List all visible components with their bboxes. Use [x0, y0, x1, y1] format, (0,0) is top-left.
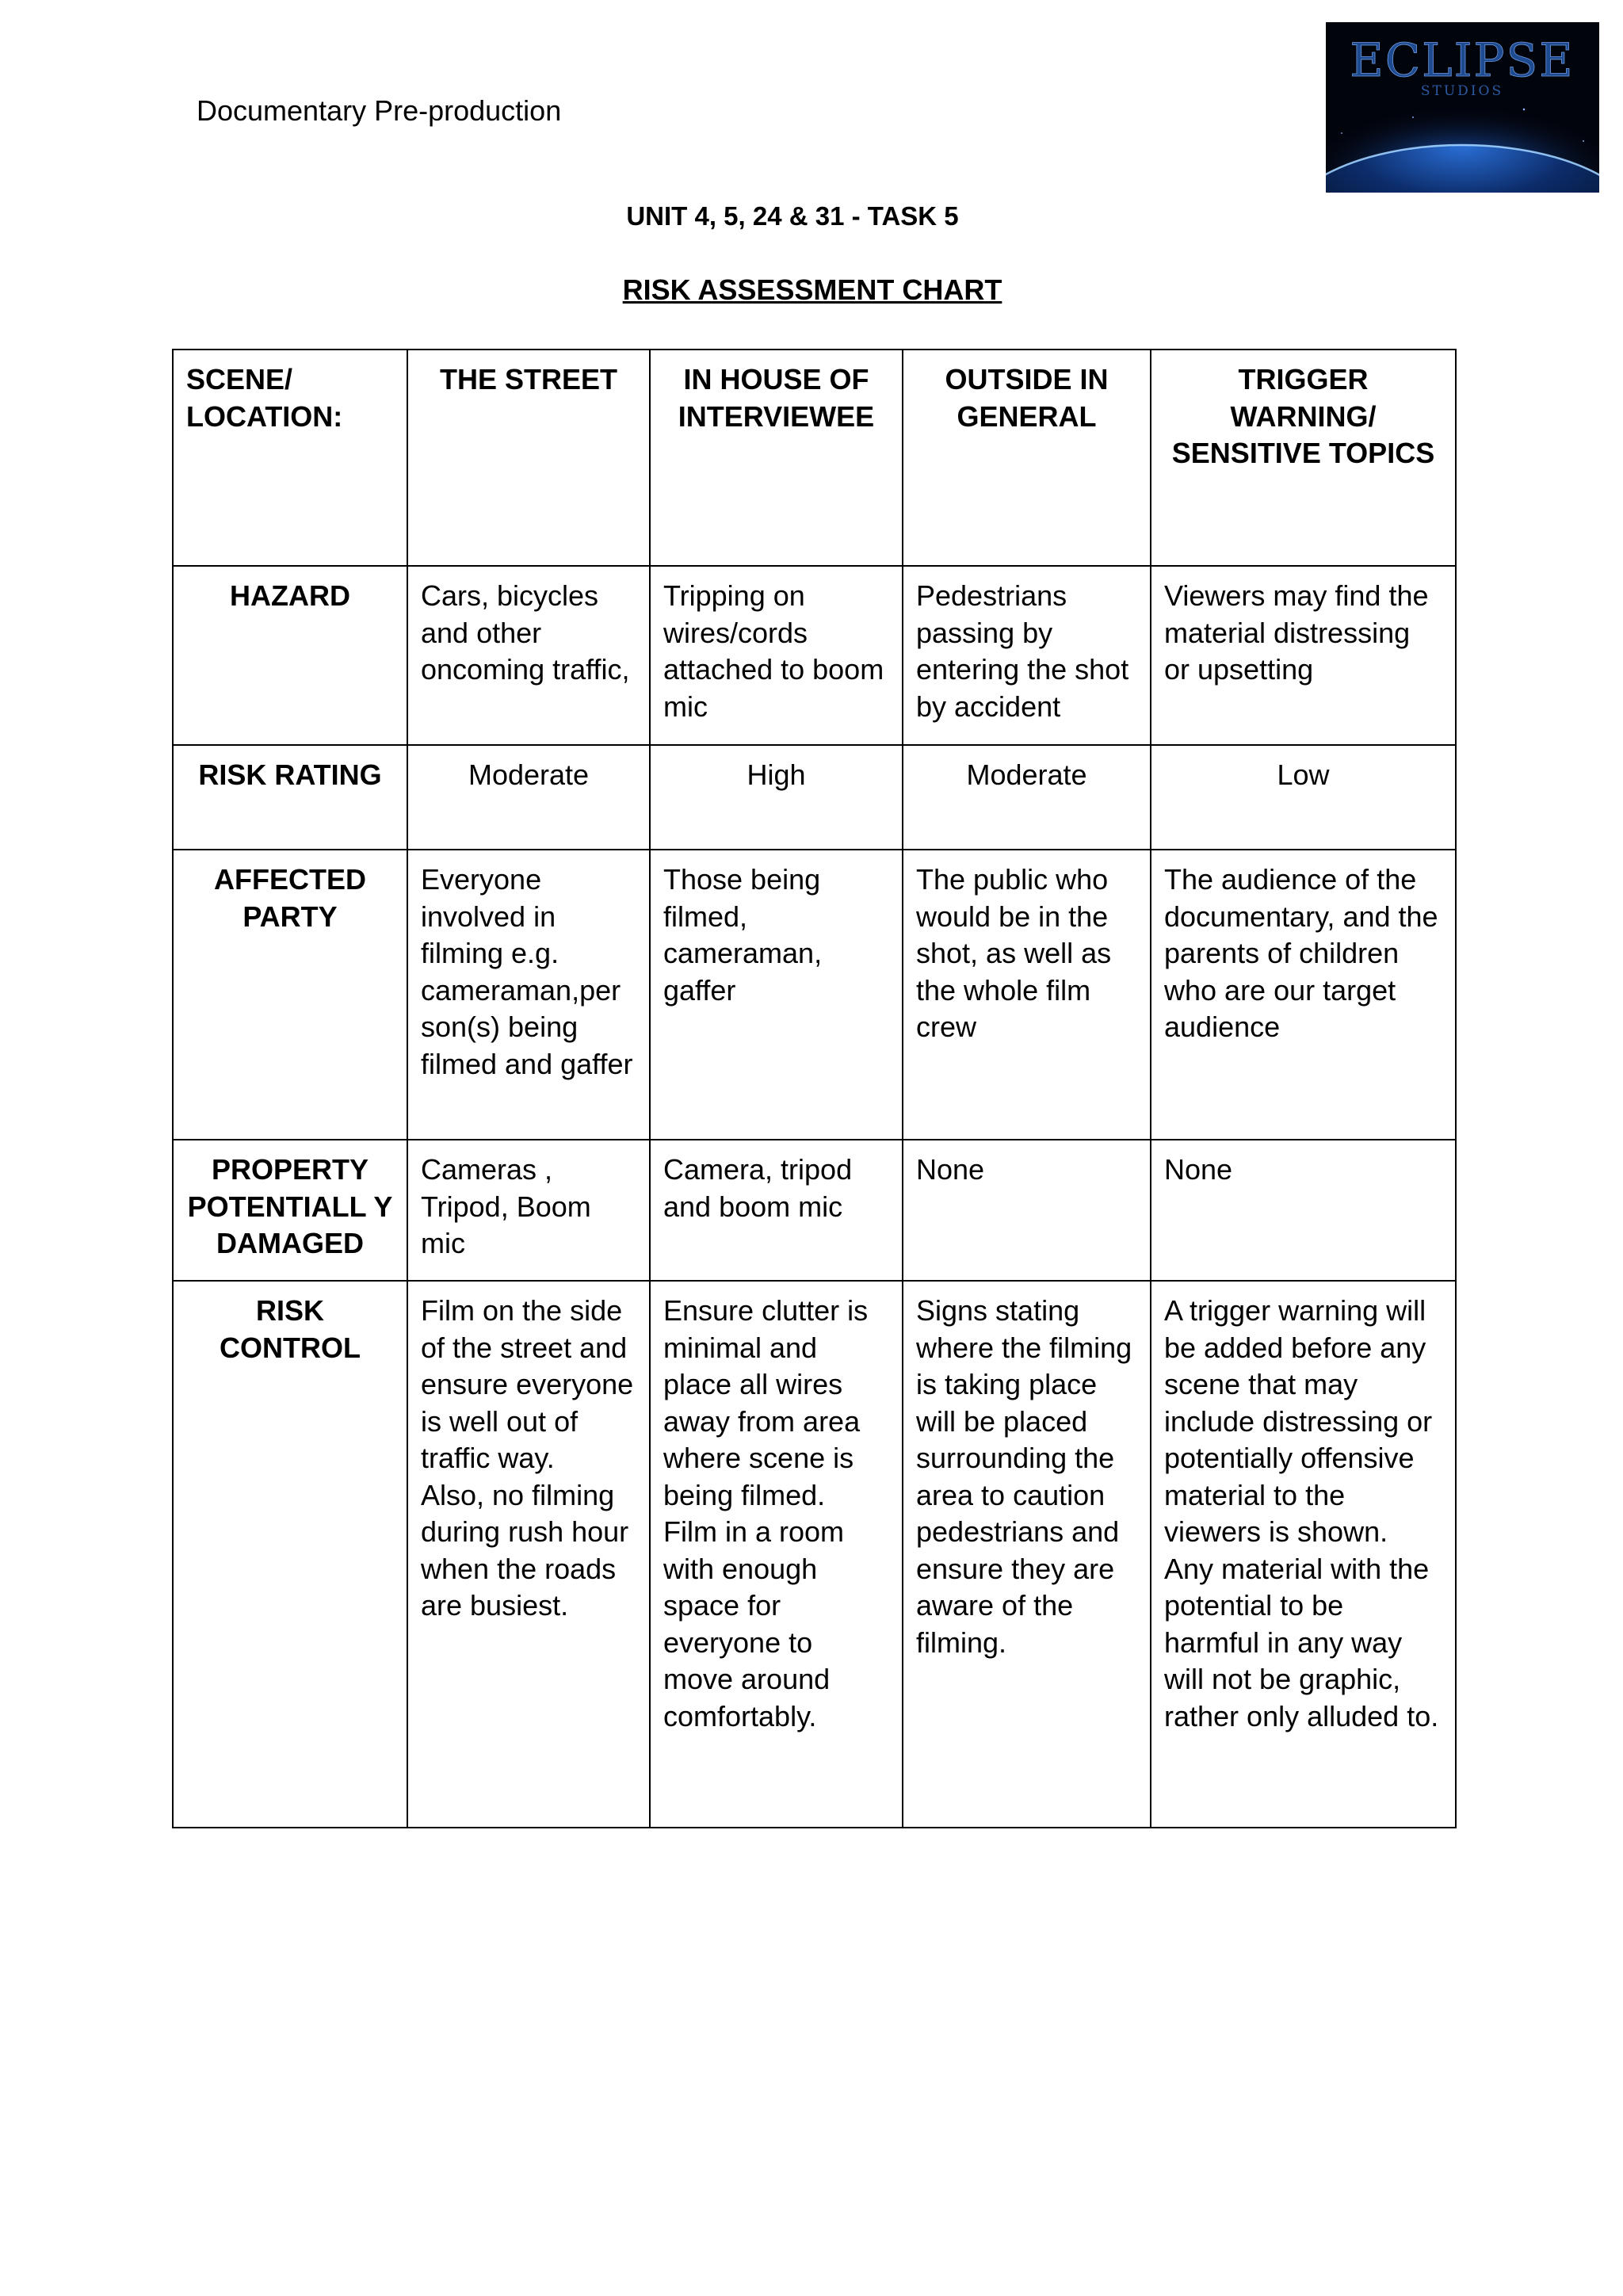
table-cell: The public who would be in the shot, as well as the whole film crew	[903, 850, 1151, 1140]
table-row-affected-party	[173, 850, 1456, 1140]
table-cell: Those being filmed, cameraman, gaffer	[650, 850, 903, 1140]
table-row-risk-control	[173, 1281, 1456, 1828]
row-label-property-potentially-damaged: PROPERTY POTENTIALL Y DAMAGED	[173, 1140, 407, 1281]
table-cell: Cars, bicycles and other oncoming traffic,	[407, 566, 650, 745]
table-cell: Everyone involved in filming e.g. cameraman,per son(s) being filmed and gaffer	[407, 850, 650, 1140]
row-label-affected-party: AFFECTED PARTY	[173, 850, 407, 1140]
table-header-row	[173, 350, 1456, 566]
table-cell: Pedestrians passing by entering the shot by accident	[903, 566, 1151, 745]
table-cell: Signs stating where the filming is taking place will be placed surrounding the area to caution pedestrians and ensure they are aware of the filming.	[903, 1281, 1151, 1828]
document-header-label: Documentary Pre-production	[197, 94, 562, 127]
row-label-risk-rating: RISK RATING	[173, 745, 407, 850]
table-cell: The audience of the documentary, and the parents of children who are our target audience	[1151, 850, 1456, 1140]
table-row-property-damaged	[173, 1140, 1456, 1281]
column-header-in-house-of-interviewee: IN HOUSE OF INTERVIEWEE	[650, 350, 903, 566]
table-cell: Moderate	[407, 745, 650, 850]
column-header-the-street: THE STREET	[407, 350, 650, 566]
logo-wordmark: ECLIPSE	[1350, 33, 1575, 87]
table-cell: Camera, tripod and boom mic	[650, 1140, 903, 1281]
table-cell: Film on the side of the street and ensure everyone is well out of traffic way. Also, no filming during rush hour when the roads are busiest.	[407, 1281, 650, 1828]
table-cell: Cameras , Tripod, Boom mic	[407, 1140, 650, 1281]
row-label-risk-control: RISK CONTROL	[173, 1281, 407, 1828]
table-cell: Viewers may find the material distressing or upsetting	[1151, 566, 1456, 745]
table-cell: Ensure clutter is minimal and place all wires away from area where scene is being filmed. Film in a room with enough space for everyone to move around comfortably.	[650, 1281, 903, 1828]
table-cell: A trigger warning will be added before any scene that may include distressing or potentially offensive material to the viewers is shown. Any material with the potential to be harmful in any way will not be graphic, rather only alluded to.	[1151, 1281, 1456, 1828]
table-cell: High	[650, 745, 903, 850]
column-header-scene-location: SCENE/ LOCATION:	[173, 350, 407, 566]
table-row-hazard	[173, 566, 1456, 745]
risk-assessment-table	[172, 349, 1457, 1828]
table-row-risk-rating	[173, 745, 1456, 850]
table-cell: None	[1151, 1140, 1456, 1281]
logo-subtext: STUDIOS	[1420, 83, 1504, 99]
table-cell: None	[903, 1140, 1151, 1281]
column-header-trigger-warning: TRIGGER WARNING/ SENSITIVE TOPICS	[1151, 350, 1456, 566]
table-cell: Moderate	[903, 745, 1151, 850]
unit-task-title: UNIT 4, 5, 24 & 31 - TASK 5	[626, 201, 959, 231]
eclipse-studios-logo	[1326, 22, 1599, 193]
table-cell: Tripping on wires/cords attached to boom mic	[650, 566, 903, 745]
row-label-hazard: HAZARD	[173, 566, 407, 745]
table-cell: Low	[1151, 745, 1456, 850]
chart-title: RISK ASSESSMENT CHART	[622, 273, 1002, 306]
column-header-outside-in-general: OUTSIDE IN GENERAL	[903, 350, 1151, 566]
